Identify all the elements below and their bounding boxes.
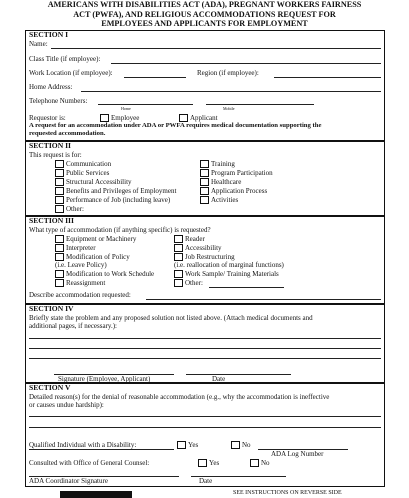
training-label: Training bbox=[211, 160, 235, 168]
reader-checkbox[interactable] bbox=[174, 235, 183, 243]
form-title bbox=[0, 0, 409, 29]
denial-reason-line-2: or causes undue hardship): bbox=[29, 401, 104, 409]
qualified-individual-label: Qualified Individual with a Disability: bbox=[29, 441, 137, 449]
region-field[interactable] bbox=[274, 77, 381, 78]
signature-date-caption: Date bbox=[212, 375, 226, 383]
coordinator-date-caption: Date bbox=[199, 477, 213, 485]
problem-line-2[interactable] bbox=[29, 348, 381, 349]
accessibility-label: Accessibility bbox=[185, 244, 222, 252]
denial-line-1[interactable] bbox=[29, 416, 381, 417]
work-schedule-label: Modification to Work Schedule bbox=[66, 270, 155, 278]
telephone-label: Telephone Numbers: bbox=[29, 97, 88, 105]
title-line-2: ACT (PWFA), AND RELIGIOUS ACCOMMODATIONS REQUEST FOR bbox=[73, 9, 336, 19]
job-restructuring-label: Job Restructuring bbox=[185, 253, 235, 261]
reader-label: Reader bbox=[185, 235, 205, 243]
applicant-label: Applicant bbox=[190, 114, 218, 122]
marginal-functions-note: (i.e. reallocation of marginal functions) bbox=[174, 261, 284, 269]
describe-accommodation-label: Describe accommodation requested: bbox=[29, 291, 131, 299]
qualified-yes-label: Yes bbox=[188, 441, 199, 449]
home-address-label: Home Address: bbox=[29, 83, 73, 91]
activities-label: Activities bbox=[211, 196, 239, 204]
application-process-checkbox[interactable] bbox=[200, 187, 209, 195]
problem-line-1[interactable] bbox=[29, 338, 381, 339]
activities-checkbox[interactable] bbox=[200, 196, 209, 204]
equipment-checkbox[interactable] bbox=[55, 235, 64, 243]
qualified-no-label: No bbox=[242, 441, 251, 449]
leave-policy-note: (i.e. Leave Policy) bbox=[55, 261, 107, 269]
section-1-heading: SECTION I bbox=[29, 30, 69, 39]
consulted-no-checkbox[interactable] bbox=[250, 459, 259, 467]
problem-instructions-line-2: additional pages, if necessary.): bbox=[29, 322, 117, 330]
program-participation-label: Program Participation bbox=[211, 169, 273, 177]
request-for-label: This request is for: bbox=[29, 151, 82, 159]
structural-accessibility-label: Structural Accessibility bbox=[66, 178, 132, 186]
equipment-label: Equipment or Machinery bbox=[66, 235, 137, 243]
work-schedule-checkbox[interactable] bbox=[55, 270, 64, 278]
signature-caption: Signature (Employee, Applicant) bbox=[58, 375, 151, 383]
reassignment-label: Reassignment bbox=[66, 279, 106, 287]
employee-label: Employee bbox=[111, 114, 140, 122]
healthcare-label: Healthcare bbox=[211, 178, 242, 186]
work-location-field[interactable] bbox=[124, 77, 186, 78]
public-services-checkbox[interactable] bbox=[55, 169, 64, 177]
class-title-label: Class Title (if employee): bbox=[29, 55, 101, 63]
structural-accessibility-checkbox[interactable] bbox=[55, 178, 64, 186]
mobile-phone-caption: Mobile bbox=[223, 106, 235, 111]
other-accommodation-field[interactable] bbox=[209, 287, 284, 288]
requestor-label: Requestor is: bbox=[29, 114, 66, 122]
section-5-heading: SECTION V bbox=[29, 383, 71, 392]
denial-reason-line-1: Detailed reason(s) for the denial of reasonable accommodation (e.g., why the accommodation is ineffective bbox=[29, 393, 330, 401]
benefits-privileges-checkbox[interactable] bbox=[55, 187, 64, 195]
performance-of-job-label: Performance of Job (including leave) bbox=[66, 196, 171, 204]
work-sample-label: Work Sample/ Training Materials bbox=[185, 270, 279, 278]
employee-checkbox[interactable] bbox=[100, 114, 109, 122]
section-2-heading: SECTION II bbox=[29, 141, 71, 150]
name-label: Name: bbox=[29, 40, 48, 48]
medical-note-line-1: A request for an accommodation under ADA or PWFA requires medical documentation supporting the bbox=[29, 122, 322, 129]
redaction-bar bbox=[60, 491, 132, 498]
consulted-yes-label: Yes bbox=[209, 459, 220, 467]
home-address-field[interactable] bbox=[81, 91, 381, 92]
consulted-ogc-label: Consulted with Office of General Counsel: bbox=[29, 459, 150, 467]
home-phone-field[interactable] bbox=[98, 104, 193, 105]
healthcare-checkbox[interactable] bbox=[200, 178, 209, 186]
interpreter-label: Interpreter bbox=[66, 244, 96, 252]
work-location-label: Work Location (if employee): bbox=[29, 69, 113, 77]
other-request-checkbox[interactable] bbox=[55, 205, 64, 213]
qualified-individual-line bbox=[29, 449, 174, 450]
communication-checkbox[interactable] bbox=[55, 160, 64, 168]
region-label: Region (if employee): bbox=[197, 69, 259, 77]
other-accommodation-label: Other: bbox=[185, 279, 203, 287]
consulted-yes-checkbox[interactable] bbox=[198, 459, 207, 467]
other-accommodation-checkbox[interactable] bbox=[174, 279, 183, 287]
problem-line-3[interactable] bbox=[29, 358, 381, 359]
public-services-label: Public Services bbox=[66, 169, 110, 177]
section-5 bbox=[25, 383, 385, 487]
name-field[interactable] bbox=[51, 48, 381, 49]
applicant-checkbox[interactable] bbox=[179, 114, 188, 122]
benefits-privileges-label: Benefits and Privileges of Employment bbox=[66, 187, 177, 195]
home-phone-caption: Home bbox=[121, 106, 131, 111]
performance-of-job-checkbox[interactable] bbox=[55, 196, 64, 204]
application-process-label: Application Process bbox=[211, 187, 268, 195]
reverse-side-instructions: SEE INSTRUCTIONS ON REVERSE SIDE bbox=[233, 490, 342, 496]
section-4-heading: SECTION IV bbox=[29, 304, 74, 313]
section-4 bbox=[25, 304, 385, 383]
modification-policy-label: Modification of Policy bbox=[66, 253, 130, 261]
section-3 bbox=[25, 216, 385, 304]
section-3-heading: SECTION III bbox=[29, 216, 74, 225]
interpreter-checkbox[interactable] bbox=[55, 244, 64, 252]
accessibility-checkbox[interactable] bbox=[174, 244, 183, 252]
job-restructuring-checkbox[interactable] bbox=[174, 253, 183, 261]
denial-line-2[interactable] bbox=[29, 427, 381, 428]
problem-instructions-line-1: Briefly state the problem and any proposed solution not listed above. (Attach medical documents and bbox=[29, 314, 313, 322]
accommodation-type-label: What type of accommodation (if anything specific) is requested? bbox=[29, 226, 211, 234]
signature-date-line[interactable] bbox=[186, 374, 291, 375]
section-1 bbox=[25, 30, 385, 141]
title-line-1: AMERICANS WITH DISABILITIES ACT (ADA), PREGNANT WORKERS FAIRNESS bbox=[47, 0, 362, 9]
qualified-no-checkbox[interactable] bbox=[231, 441, 240, 449]
reassignment-checkbox[interactable] bbox=[55, 279, 64, 287]
modification-policy-checkbox[interactable] bbox=[55, 253, 64, 261]
mobile-phone-field[interactable] bbox=[206, 104, 314, 105]
section-2 bbox=[25, 141, 385, 216]
medical-note-line-2: requested accommodation. bbox=[29, 130, 106, 137]
coordinator-signature-caption: ADA Coordinator Signature bbox=[29, 477, 108, 485]
qualified-yes-checkbox[interactable] bbox=[177, 441, 186, 449]
consulted-no-label: No bbox=[261, 459, 270, 467]
other-request-label: Other: bbox=[66, 205, 84, 213]
title-line-3: EMPLOYEES AND APPLICANTS FOR EMPLOYMENT bbox=[101, 19, 308, 29]
program-participation-checkbox[interactable] bbox=[200, 169, 209, 177]
class-title-field[interactable] bbox=[111, 63, 381, 64]
training-checkbox[interactable] bbox=[200, 160, 209, 168]
communication-label: Communication bbox=[66, 160, 112, 168]
ada-log-number-label: ADA Log Number bbox=[271, 450, 324, 458]
describe-accommodation-field[interactable] bbox=[146, 299, 381, 300]
work-sample-checkbox[interactable] bbox=[174, 270, 183, 278]
